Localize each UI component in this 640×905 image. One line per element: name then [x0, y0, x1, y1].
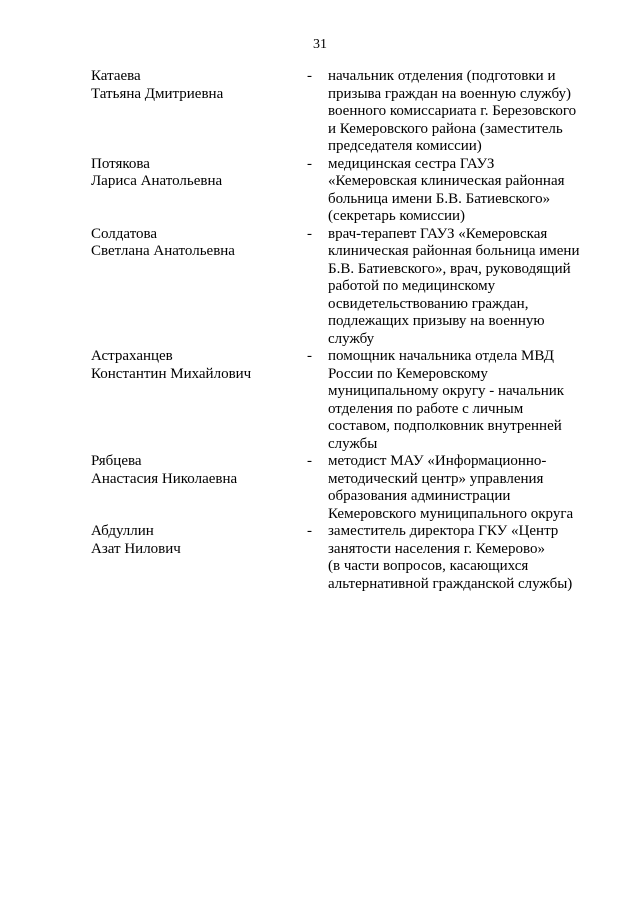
member-given-names: Константин Михайлович — [91, 365, 252, 382]
member-dash: - — [307, 155, 312, 172]
commission-member-list — [91, 68, 591, 593]
commission-member — [91, 348, 591, 453]
member-given-names: Лариса Анатольевна — [91, 173, 223, 189]
member-name — [91, 348, 291, 383]
member-given-names: Азат Нилович — [91, 540, 181, 557]
member-role-line: (секретарь комиссии) — [328, 208, 466, 224]
member-dash: - — [307, 225, 312, 242]
member-surname: Солдатова — [91, 225, 158, 242]
member-given-names: Анастасия Николаевна — [91, 470, 238, 487]
member-given-names: Татьяна Дмитриевна — [91, 85, 224, 102]
member-role-line: Кемеровского муниципального округа — [328, 505, 574, 522]
member-role — [328, 453, 594, 523]
member-role-line: председателя комиссии) — [328, 138, 482, 154]
member-name — [91, 523, 291, 558]
member-name — [91, 156, 291, 191]
commission-member — [91, 453, 591, 523]
member-role — [328, 348, 594, 453]
member-surname: Рябцева — [91, 453, 142, 469]
member-role-line: «Кемеровская клиническая районная — [328, 173, 565, 189]
member-role-line: помощник начальника отдела МВД — [328, 348, 554, 364]
member-role — [328, 156, 594, 226]
member-role-line: альтернативной гражданской службы) — [328, 575, 573, 592]
member-role-line: призыва граждан на военную службу) — [328, 85, 572, 102]
member-role-line: подлежащих призыву на военную — [328, 313, 545, 329]
member-role-line: занятости населения г. Кемерово» — [328, 540, 545, 557]
member-name — [91, 453, 291, 488]
member-role-line: отделения по работе с личным — [328, 400, 524, 417]
member-role-line: работой по медицинскому — [328, 278, 496, 294]
member-role-line: клиническая районная больница имени — [328, 243, 580, 259]
member-surname: Потякова — [91, 155, 150, 172]
member-role — [328, 226, 594, 349]
member-role-line: службу — [328, 330, 375, 347]
commission-member — [91, 68, 591, 156]
member-name — [91, 68, 291, 103]
member-role-line: методический центр» управления — [328, 470, 544, 487]
member-surname: Абдуллин — [91, 523, 154, 539]
member-role-line: образования администрации — [328, 488, 511, 504]
member-role-line: методист МАУ «Информационно- — [328, 453, 547, 469]
commission-member — [91, 226, 591, 349]
page-number: 31 — [313, 37, 327, 52]
member-role-line: медицинская сестра ГАУЗ — [328, 155, 495, 172]
member-role-line: военного комиссариата г. Березовского — [328, 103, 577, 119]
member-role-line: муниципальному округу - начальник — [328, 383, 565, 399]
commission-member — [91, 523, 591, 593]
member-role-line: начальник отделения (подготовки и — [328, 68, 556, 84]
member-role-line: заместитель директора ГКУ «Центр — [328, 523, 559, 539]
member-role-line: Б.В. Батиевского», врач, руководящий — [328, 260, 571, 277]
member-surname: Астраханцев — [91, 348, 173, 364]
member-role-line: составом, подполковник внутренней — [328, 418, 562, 434]
member-role-line: врач-терапевт ГАУЗ «Кемеровская — [328, 225, 548, 242]
member-role-line: (в части вопросов, касающихся — [328, 558, 529, 574]
member-surname: Катаева — [91, 68, 141, 84]
member-role-line: службы — [328, 435, 378, 452]
commission-member — [91, 156, 591, 226]
member-role-line: больница имени Б.В. Батиевского» — [328, 190, 551, 207]
member-name — [91, 226, 291, 261]
member-dash: - — [307, 523, 312, 539]
member-dash: - — [307, 348, 312, 364]
member-given-names: Светлана Анатольевна — [91, 243, 235, 259]
member-dash: - — [307, 453, 312, 469]
member-role-line: освидетельствованию граждан, — [328, 295, 529, 312]
member-role-line: и Кемеровского района (заместитель — [328, 120, 563, 137]
member-role-line: России по Кемеровскому — [328, 365, 488, 382]
member-dash: - — [307, 68, 312, 84]
member-role — [328, 523, 594, 593]
member-role — [328, 68, 594, 156]
